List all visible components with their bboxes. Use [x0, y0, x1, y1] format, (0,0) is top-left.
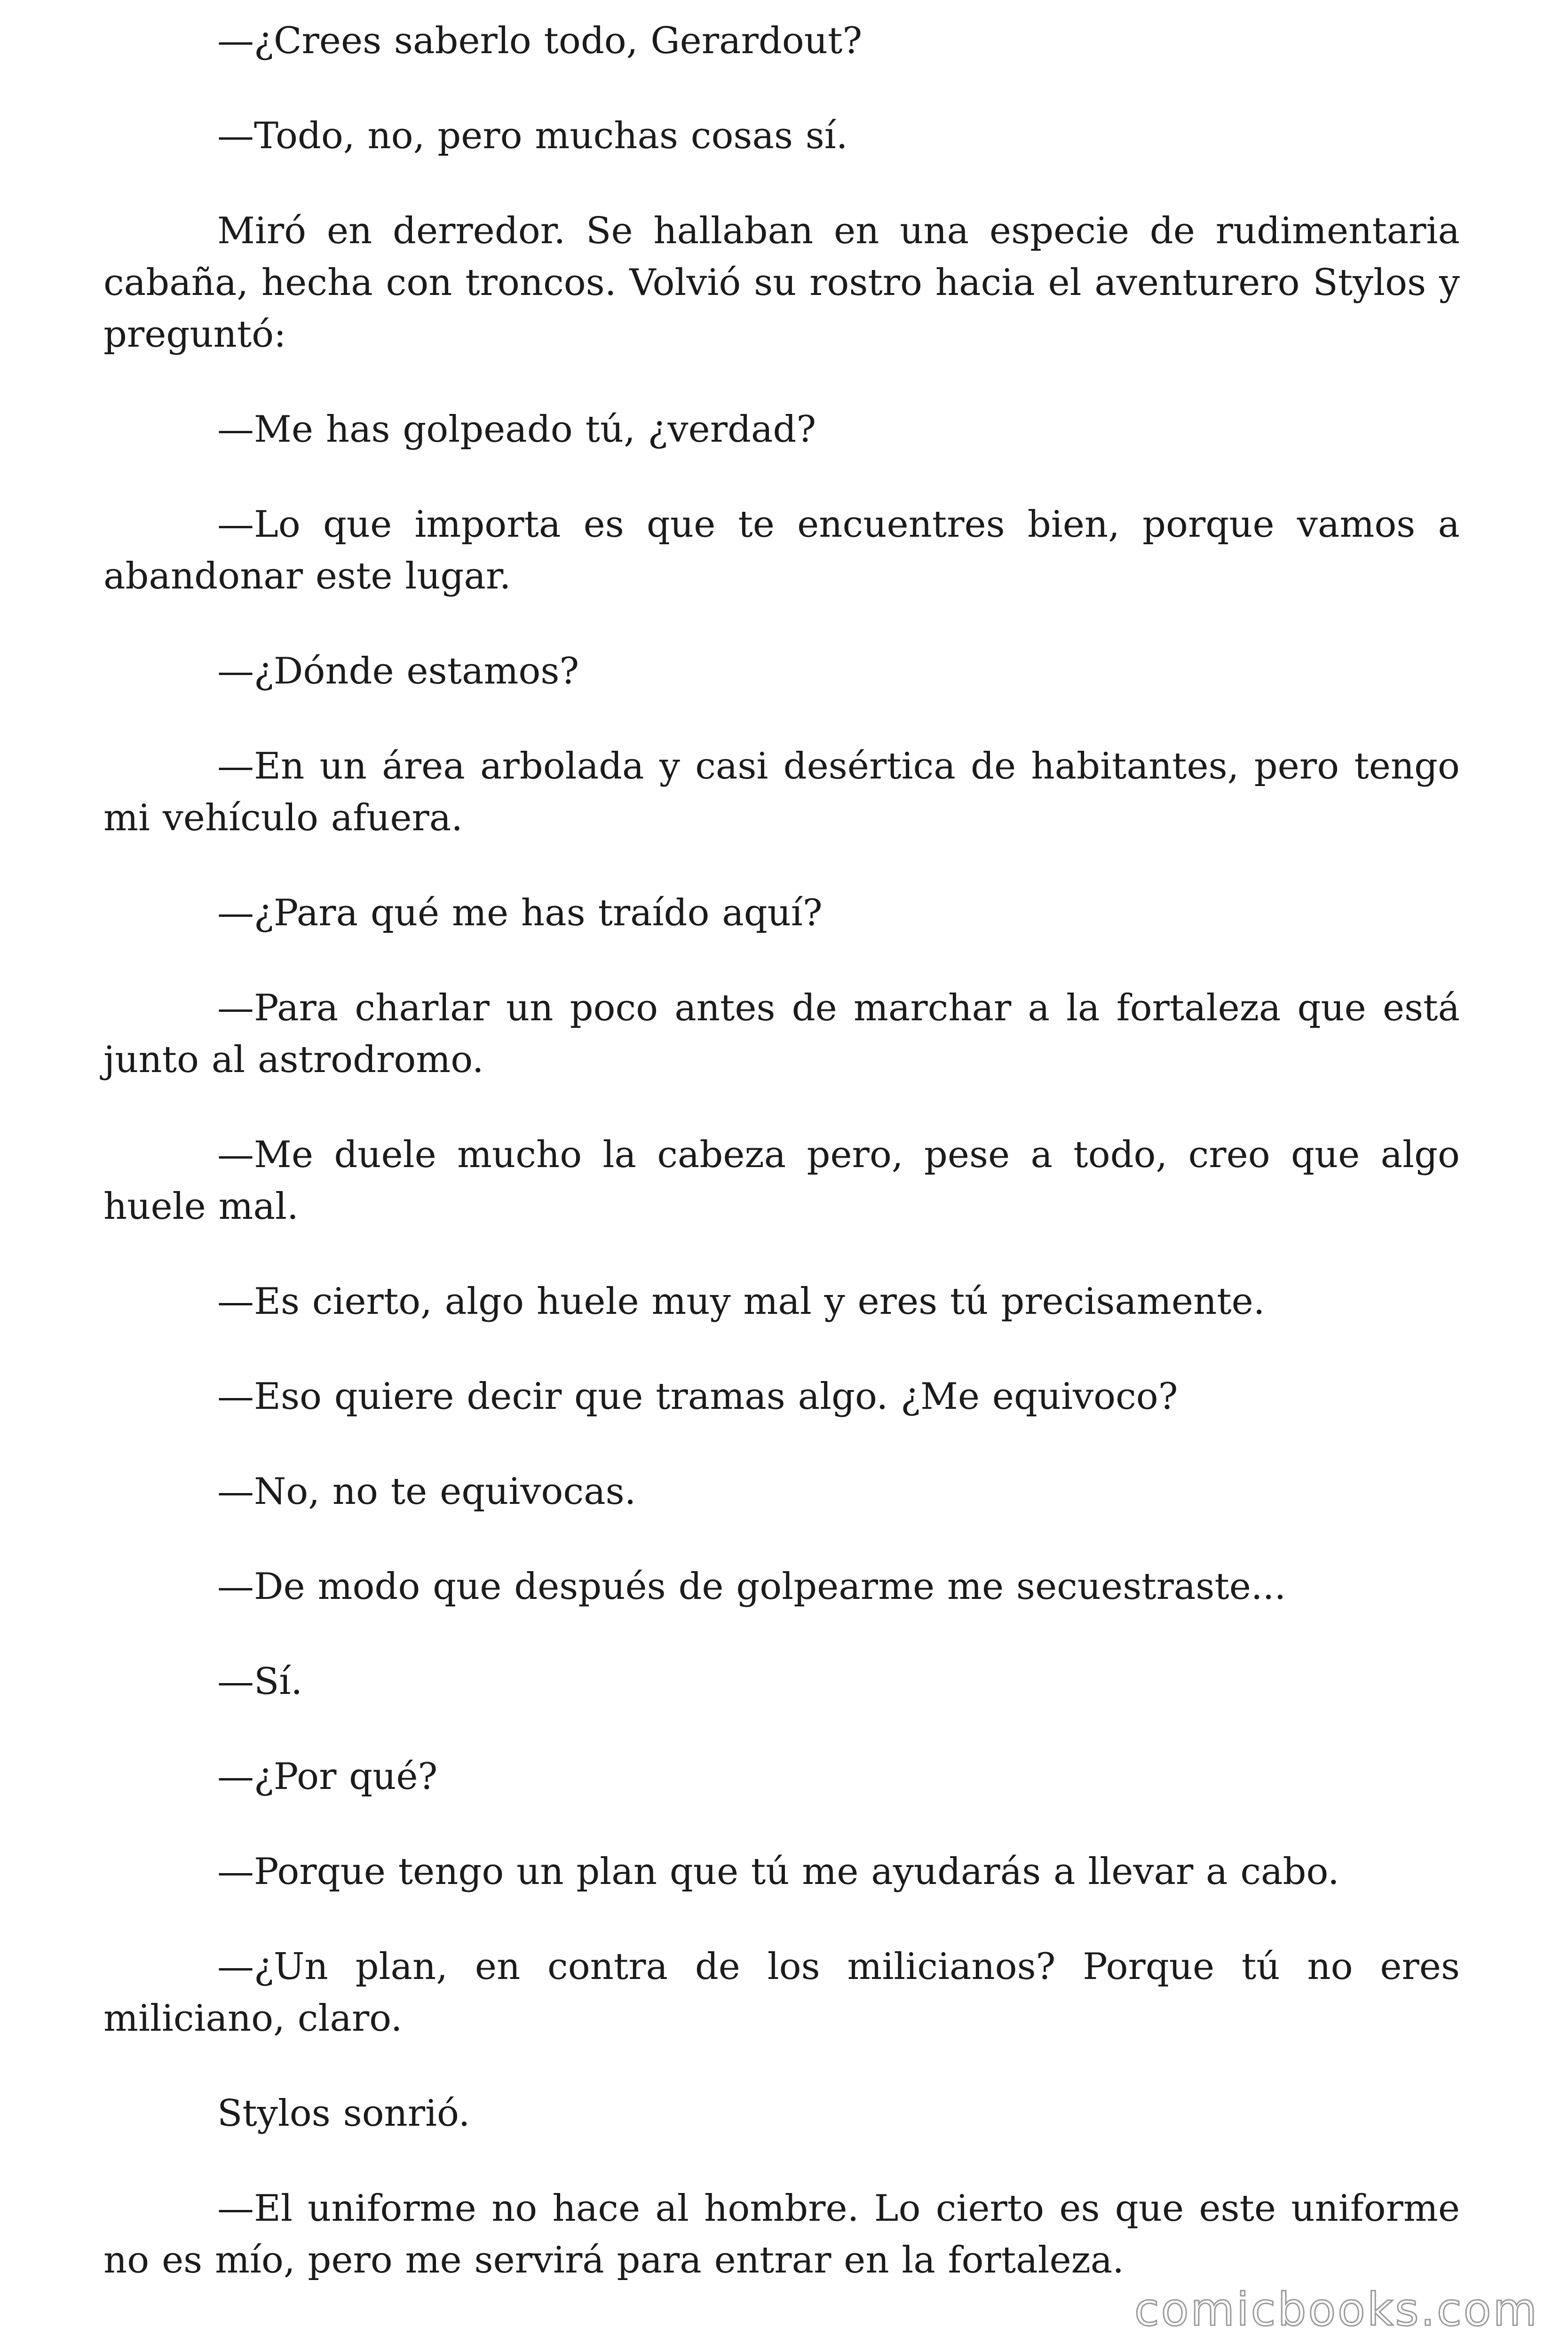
- paragraph: —Sí.: [217, 1661, 303, 1703]
- paragraph: Miró en derredor. Se hallaban en una especie de rudimentaria cabaña, hecha con troncos. Volvió su rostro hacia el aventurero Stylos y preguntó:: [103, 210, 1460, 356]
- paragraph: —El uniforme no hace al hombre. Lo cierto es que este uniforme no es mío, pero me servirá para entrar en la fortaleza.: [103, 2187, 1460, 2281]
- body-text: [103, 15, 1460, 2329]
- paragraph: —Para charlar un poco antes de marchar a la fortaleza que está junto al astrodromo.: [103, 987, 1460, 1081]
- paragraph: —En un área arbolada y casi desértica de habitantes, pero tengo mi vehículo afuera.: [103, 745, 1460, 839]
- paragraph: —¿Para qué me has traído aquí?: [217, 892, 823, 934]
- watermark: comicbooks.com: [1134, 2283, 1539, 2336]
- paragraph: —Es cierto, algo huele muy mal y eres tú precisamente.: [217, 1280, 1265, 1323]
- paragraph: —¿Un plan, en contra de los milicianos? Porque tú no eres miliciano, claro.: [103, 1946, 1460, 2040]
- paragraph: —¿Dónde estamos?: [217, 650, 579, 692]
- paragraph: —No, no te equivocas.: [217, 1470, 636, 1513]
- paragraph: —Lo que importa es que te encuentres bien, porque vamos a abandonar este lugar.: [103, 503, 1460, 597]
- paragraph: —Eso quiere decir que tramas algo. ¿Me equivoco?: [217, 1375, 1178, 1418]
- paragraph: —Todo, no, pero muchas cosas sí.: [217, 115, 848, 157]
- paragraph: —Porque tengo un plan que tú me ayudarás a llevar a cabo.: [217, 1851, 1339, 1893]
- paragraph: —¿Por qué?: [217, 1756, 438, 1798]
- paragraph: Stylos sonrió.: [217, 2092, 470, 2135]
- paragraph: —De modo que después de golpearme me secuestraste...: [217, 1565, 1286, 1608]
- paragraph: —¿Crees saberlo todo, Gerardout?: [217, 20, 863, 62]
- paragraph: —Me duele mucho la cabeza pero, pese a todo, creo que algo huele mal.: [103, 1134, 1460, 1228]
- paragraph: —Me has golpeado tú, ¿verdad?: [217, 408, 816, 451]
